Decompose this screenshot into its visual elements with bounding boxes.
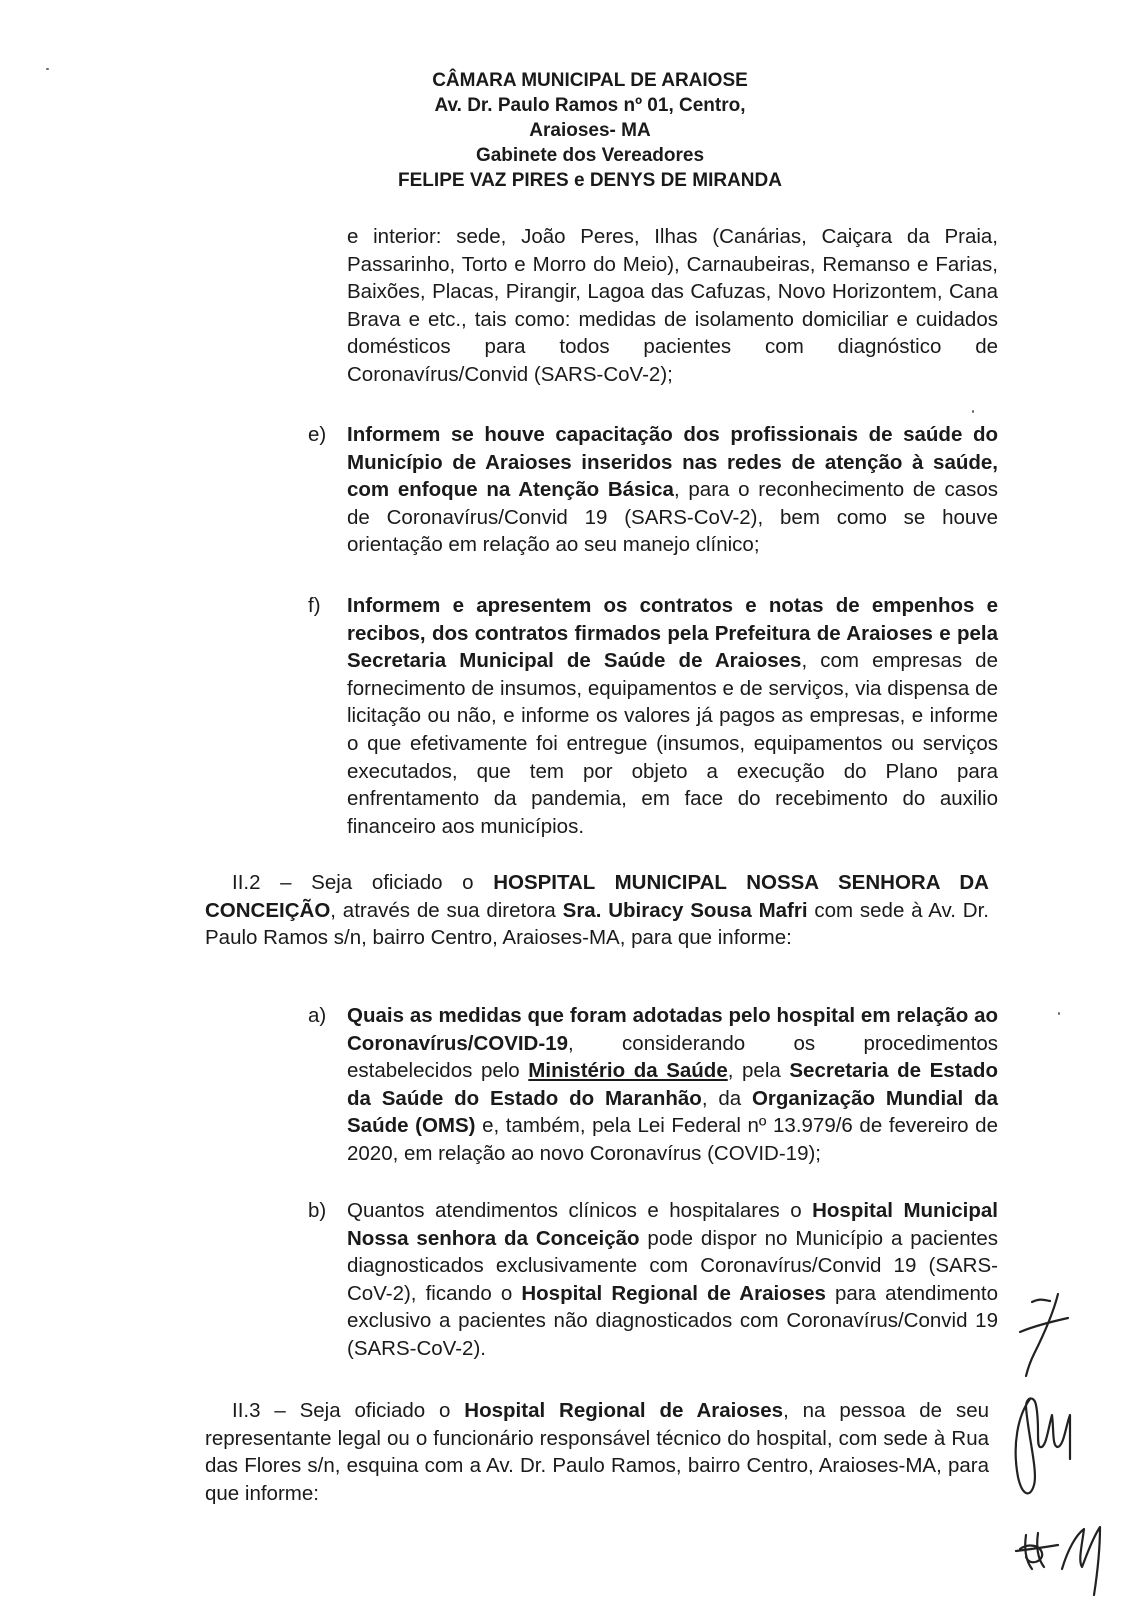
ministry-name: Ministério da Saúde [528, 1059, 728, 1083]
list-item-d-continuation [308, 223, 998, 389]
letterhead-institution: CÂMARA MUNICIPAL DE ARAIOSE [432, 70, 748, 91]
regional-hospital-name: Hospital Regional de Araioses [464, 1399, 784, 1422]
letterhead [330, 68, 850, 193]
letterhead-city: Araioses- MA [529, 120, 651, 141]
scan-speck [1058, 1012, 1060, 1015]
hospital-name: Hospital Municipal Nossa senhora da Conceição [347, 1199, 998, 1250]
item-text: , com empresas de fornecimento de insumos, equipamentos e de serviços, via dispensa de licitação ou não, e informe os valores já pagos as empresas, e informe o que efetivamente foi entregue (insumos, equipamentos ou serviços executados, que tem por objeto a execução do Plano para enfrentamento da pandemia, em face do recebimento do auxilio financeiro aos municípios. [347, 649, 998, 838]
paragraph-text: II.3 – Seja oficiado o [232, 1399, 465, 1422]
letterhead-councillors: FELIPE VAZ PIRES e DENYS DE MIRANDA [398, 170, 782, 191]
list-item-e [308, 421, 998, 559]
continuation-text: e interior: sede, João Peres, Ilhas (Canárias, Caiçara da Praia, Passarinho, Torto e Morro do Meio), Carnaubeiras, Remanso e Farias, Baixões, Placas, Pirangir, Lagoa das Cafuzas, Novo Horizontem, Cana Brava e etc., tais como: medidas de isolamento domiciliar e cuidados domésticos para todos pacientes com diagnóstico de Coronavírus/Convid (SARS-CoV-2); [347, 225, 998, 386]
initial-signature-3 [1012, 1505, 1122, 1597]
paragraph-text: , na pessoa de seu representante legal ou o funcionário responsável técnico do hospital, com sede à Rua das Flores s/n, esquina com a Av. Dr. Paulo Ramos, bairro Centro, Araioses-MA, para que informe: [205, 1399, 989, 1505]
bold-request: Quais as medidas que foram adotadas pelo hospital em relação ao Coronavírus/COVID-19 [347, 1004, 998, 1055]
regional-hospital-name: Hospital Regional de Araioses [521, 1281, 826, 1305]
paragraph-ii-2 [205, 869, 989, 952]
item-label: a) [308, 1004, 327, 1027]
item-body [347, 421, 998, 559]
item-body [347, 1197, 998, 1363]
bold-request: Informem se houve capacitação dos profissionais de saúde do Município de Araioses inseridos nas redes de atenção à saúde, com enfoque na Atenção Básica [347, 423, 998, 502]
initial-signature-2 [1000, 1385, 1090, 1505]
item-text: , considerando os procedimentos estabelecidos pelo [347, 1031, 998, 1083]
paragraph-ii-3 [205, 1397, 989, 1507]
scan-speck [972, 410, 974, 413]
paragraph-text: com sede à Av. Dr. Paulo Ramos s/n, bairro Centro, Araioses-MA, para que informe: [205, 898, 989, 950]
item-label: f) [308, 594, 321, 617]
letterhead-address: Av. Dr. Paulo Ramos nº 01, Centro, [434, 95, 746, 116]
paragraph-text: , através de sua diretora [330, 898, 563, 922]
bold-request: Informem e apresentem os contratos e notas de empenhos e recibos, dos contratos firmados pela Prefeitura de Araioses e pela Secretaria Municipal de Saúde de Araioses [347, 594, 998, 673]
initial-signature-1 [1010, 1290, 1090, 1380]
letterhead-office: Gabinete dos Vereadores [475, 145, 705, 166]
item-body [347, 592, 998, 840]
item-text: , para o reconhecimento de casos de Coronavírus/Convid 19 (SARS-CoV-2), bem como se houve orientação em relação ao seu manejo clínico; [347, 478, 998, 557]
director-name: Sra. Ubiracy Sousa Mafri [562, 898, 808, 922]
item-text: para atendimento exclusivo a pacientes não diagnosticados com Coronavírus/Convid 19 (SARS-CoV-2). [347, 1281, 998, 1360]
item-label: e) [308, 423, 327, 446]
item-text: e, também, pela Lei Federal nº 13.979/6 de fevereiro de 2020, em relação ao novo Coronavírus (COVID-19); [347, 1114, 998, 1165]
item-text: , pela [727, 1059, 790, 1083]
list-item-b [308, 1197, 998, 1363]
hospital-name: HOSPITAL MUNICIPAL NOSSA SENHORA DA CONCEIÇÃO [205, 871, 989, 922]
paragraph-text: II.2 – Seja oficiado o [232, 871, 494, 894]
who-name: Organização Mundial da Saúde (OMS) [347, 1086, 998, 1138]
state-secretariat: Secretaria de Estado da Saúde do Estado do Maranhão [347, 1059, 998, 1110]
item-label: b) [308, 1199, 327, 1222]
item-body [347, 1002, 998, 1168]
list-item-f [308, 592, 998, 840]
item-text: Quantos atendimentos clínicos e hospitalares o [347, 1199, 813, 1222]
item-text: , da [701, 1086, 752, 1110]
list-item-a [308, 1002, 998, 1168]
scan-speck [46, 68, 49, 70]
item-text: pode dispor no Município a pacientes diagnosticados exclusivamente com Coronavírus/Convid 19 (SARS-CoV-2), ficando o [347, 1226, 998, 1305]
